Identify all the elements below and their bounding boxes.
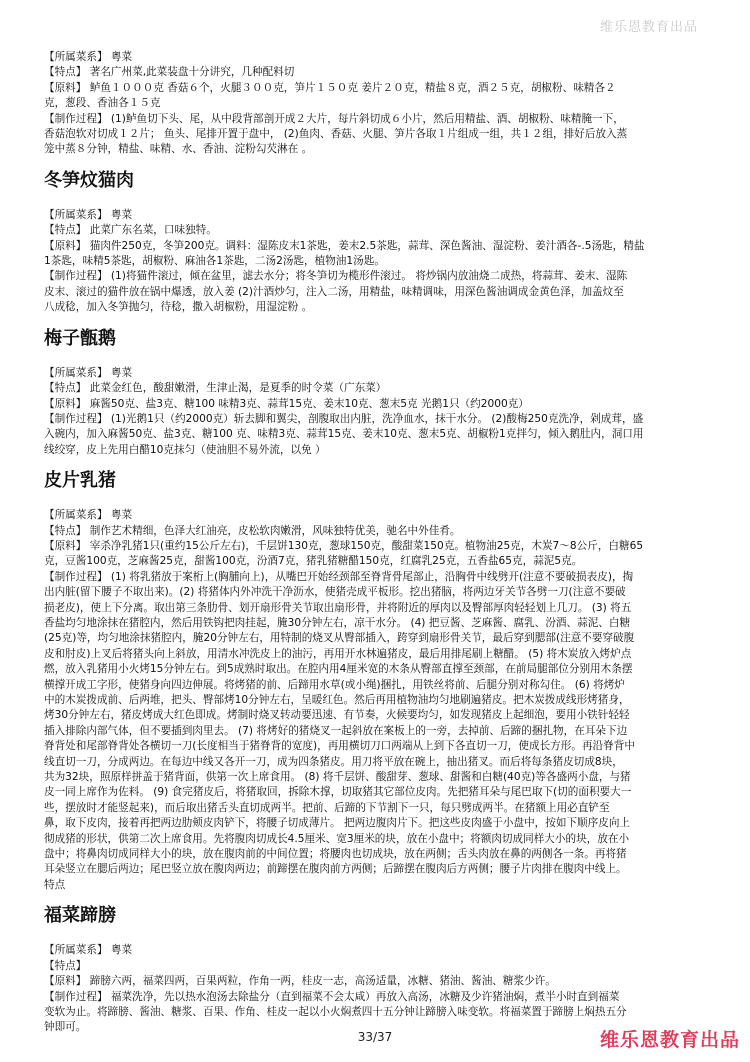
recipe-section-3: [44, 366, 704, 458]
text-line: 盘中；将鼻肉切成同样大小的块，放在腹肉前的中间位置；将腰肉也切成块，放在两侧；舌头肉放在鼻的两侧各一条。再将猪: [44, 848, 627, 861]
recipe-section-5: [44, 943, 704, 1035]
text-line: 【特点】: [44, 959, 87, 972]
text-line: 耳朵竖立在腮后两边；尾巴竖立放在腹肉两边；前蹄摆在腹肉前方两侧；后蹄摆在腹肉后方两侧；腰子片肉排在腹肉中线上。: [44, 863, 627, 876]
text-line: 克，豆酱100克，芝麻酱25克，甜酱100克，汾酒7克，猪乳猪糖醋150克，红腐乳25克，五香盐65克，蒜泥5克。: [44, 555, 583, 568]
text-line: 钟即可。: [44, 1021, 87, 1034]
text-line: 【特点】 此菜广东名菜，口味独特。: [44, 224, 217, 237]
text-line: 些，摆放时才能竖起来)，而后取出猪舌头直切成两半。把前、后蹄的下节割下一只，每只劈成两半。在猪额上用必直铲至: [44, 801, 610, 814]
text-line: 【原料】 猫肉件250克，冬笋200克。调料：湿陈皮末1茶匙，姜末2.5茶匙，蒜茸、深色酱油、湿淀粉、姜汁酒各-.5汤匙，精盐: [44, 239, 645, 252]
text-line: 1茶匙，味精5茶匙，胡椒粉、麻油各1茶匙，二汤2汤匙，植物油1汤匙。: [44, 255, 385, 268]
text-line: 鼻，取下皮肉，接着再把两边肋颊皮肉铲下，将腰子切成薄片。 把两边腹肉片下。把这些皮肉盛于小盘中，按如下顺序皮向上: [44, 817, 631, 830]
text-line: 变软为止。将蹄膀、酱油、糖浆、百果、作角、桂皮一起以小火焖煮四十五分钟让蹄膀入味变软。将福菜置于蹄膀上焖热五分: [44, 1005, 627, 1018]
text-line: 燃，放入乳猪用小火烤15分钟左右。到5成熟时取出。在腔内用4厘米宽的木条从臀部直撑至颈部，在前局腿部位分别用木条摆: [44, 663, 633, 676]
text-line: 共为32块，照原样拼盖于猪背面，供第一次上席食用。 (8) 将千层饼、酸甜芽、葱球、甜酱和白糖(40克)等各盛两小盘，与猪: [44, 771, 631, 784]
text-line: 香盐均匀地涂抹在猪腔内，然后用铁钩把肉挂起，腌30分钟左右，凉干水分。 (4) 把豆酱、芝麻酱、腐乳、汾酒、蒜泥、白糖: [44, 616, 631, 629]
text-line: 【所属菜系】 粤菜: [44, 944, 133, 957]
page-number: 33/37: [357, 1030, 393, 1044]
text-line: 【特点】 此菜金红色，酸甜嫩滑，生津止渴，是夏季的时令菜（广东菜）: [44, 382, 387, 395]
recipe-section-1: [44, 50, 704, 158]
section-title-2: 冬笋炆猫肉: [44, 169, 134, 191]
text-line: 【原料】 蹄膀六两，福菜四两，百果两粒，作角一两，桂皮一志，高汤适量，冰糖、猪油、酱油、糖浆少许。: [44, 975, 556, 988]
text-line: 【原料】 宰杀净乳猪1只(重约15公斤左右)，千层饼130克，葱球150克，酸甜菜150克。植物油25克，木炭7～8公斤，白糖65: [44, 539, 644, 552]
text-line: 【所属菜系】 粤菜: [44, 51, 133, 63]
text-line: 【制作过程】 (1) 将乳猪放于案桁上(胸脯向上)，从嘴巴开始经颈部至脊背骨尾部止，沿胸骨中线劈开(注意不要破损表皮)，掏: [44, 570, 634, 583]
text-line: 烤30分钟左右，猪皮烤成大红色即成。烤制时烧叉转动要迅速、有节奏，火候要均匀，如发现猪皮上起细泡，要用小铁针轻轻: [44, 709, 630, 722]
text-line: 插入排除内部气体，但不要插到肉里去。 (7) 将烤好的猪烧叉一起斜放在案板上的一旁，去掉前、后蹄的捆扎物，在耳朵下边: [44, 724, 628, 737]
recipe-section-2: [44, 208, 704, 316]
text-line: 【制作过程】 (1)将猫件滚过，倾在盆里，滤去水分；将冬笋切为榄形件滚过。 将炒锅内放油烧二成热，将蒜茸、姜末、湿陈: [44, 270, 628, 283]
text-line: 【所属菜系】 粤菜: [44, 366, 133, 379]
watermark-top: 维乐恩教育出品: [599, 20, 698, 35]
text-line: 脊背处和尾部脊背处各横切一刀(长度相当于猪脊背的宽度)，再用横切刀口两端从上到下各直切一刀，使成长方形。再沿脊背中: [44, 740, 635, 753]
text-line: 中的木炭拨成前、后两堆，把头、臀部烤10分钟左右，呈暖红色。然后再用植物油均匀地刷遍猪皮。把木炭拨成线形烤猪身，: [44, 694, 630, 706]
text-line: 线绞穿，皮上先用白醋10克抹匀（使油胆不易外流，以免 ）: [44, 443, 326, 456]
text-line: 损老皮)，使上下分离。取出第三条肋骨、划开扇形骨关节取出扇形骨，并将附近的厚肉以及臀部厚肉轻轻划上几刀。 (3) 将五: [44, 601, 632, 614]
section-title-5: 福菜蹄膀: [44, 905, 116, 927]
text-line: 香菇泡软对切成１２片； 鱼头、尾排开置于盘中， (2)鱼肉、香菇、火腿、笋片各取１片组成一组，共１２组，排好后放入蒸: [44, 128, 628, 141]
text-line: 八成稔，加入冬笋抛匀，待稔，撒入胡椒粉，用湿淀粉 。: [44, 301, 313, 314]
text-line: 笼中蒸８分钟，精盐、味精、水、香油、淀粉勾芡淋在 。: [44, 143, 313, 156]
text-line: 【特点】 制作艺术精细，色泽大红油亮，皮松软肉嫩滑，风味独特优美，驰名中外佳肴。: [44, 524, 461, 537]
text-line: 克，葱段、香油各１５克: [44, 97, 161, 110]
text-line: 【制作过程】 (1)光鹅1只（约2000克）斩去脚和翼尖，剖腹取出内脏，洗净血水，抹干水分。 (2)酸梅250克洗净，剁成茸，盛: [44, 412, 644, 425]
recipe-section-4: [44, 508, 704, 893]
text-line: 彻成猪的形状，供第二次上席食用。先将腹肉切成长4.5厘米、宽3厘米的块，放在小盘中；将额肉切成同样大小的块，放在小: [44, 832, 630, 845]
text-line: 【原料】 鲈鱼１０００克 香菇６个，火腿３００克，笋片１５０克 姜片２０克，精盐８克，酒２５克，胡椒粉、味精各２: [44, 81, 616, 94]
text-line: 特点: [44, 878, 66, 891]
text-line: 【所属菜系】 粤菜: [44, 208, 133, 221]
text-line: 出内脏(留下腰子不取出来)。(2) 将猪体内外冲洗干净沥水，使猪壳成平板形。挖出猪脑，将两边牙关节各劈一刀(注意不要破: [44, 586, 626, 599]
text-line: 【特点】 著名广州菜,此菜装盘十分讲究，几种配料切: [44, 66, 295, 79]
text-line: 入碗内，加入麻酱50克、盐3克、糖100 克、味精3克、蒜茸15克、姜末10克、葱末5克、胡椒粉1克拌匀，倾入鹅肚内，洞口用: [44, 428, 644, 441]
brand-logo-text: 维乐恩教育出品: [599, 1029, 740, 1051]
text-line: 【制作过程】 (1)鲈鱼切下头、尾，从中段背部剖开成２大片，每片斜切成６小片，然后用精盐、酒、胡椒粉、味精腌一下，: [44, 112, 624, 125]
text-line: 【所属菜系】 粤菜: [44, 509, 133, 522]
section-title-3: 梅子甑鹅: [44, 327, 116, 349]
text-line: 皮末、滚过的猫件放在锅中爆透，放入姜 (2)汁酒炒匀，注入二汤，用精盐，味精调味，用深色酱油调成金黄色泽，加盖炆至: [44, 285, 624, 298]
text-line: 【原料】 麻酱50克、盐3克、糖100 味精3克、蒜茸15克、姜末10克、葱末5克 光鹅1只（约2000克）: [44, 397, 529, 410]
document-content: [44, 50, 704, 1036]
text-line: 皮一同上席作为佐料。 (9) 食完猪皮后，将猪取回，拆除木撑，切取猪其它部位皮肉。先把猪耳朵与尾巴取下(切的面积要大一: [44, 786, 632, 799]
text-line: 线直切一刀，分成两边。在每边中线又各开一刀，成为四条猪皮。用刀将平放在碗上，抽出猪叉。而后将每条猪皮切成8块，: [44, 755, 623, 768]
text-line: (25克)等，均匀地涂抹猪腔内，腌20分钟左右，用特制的烧叉从臀部插入，跨穿到扇形骨关节，最后穿到腮部(注意不要穿破腹: [44, 632, 635, 645]
section-title-4: 皮片乳猪: [44, 470, 116, 492]
text-line: 【制作过程】 福菜洗净，先以热水泡汤去除盐分（直到福菜不会太咸）再放入高汤，冰糖及少许猪油焖，煮半小时直到福菜: [44, 990, 620, 1003]
text-line: 横撑开成工字形，使猪身向四边伸展。将烤猪的前、后蹄用水草(或小绳)捆扎，用铁丝将前、后腿分别对称勾住。 (6) 将烤炉: [44, 678, 625, 691]
text-line: 皮和肘皮)上叉后将猪头向上斜放，用清水冲洗皮上的油污，再用开水林遍猪皮，最后用排尾刷上糖醋。 (5) 将木炭放入烤炉点: [44, 647, 632, 660]
